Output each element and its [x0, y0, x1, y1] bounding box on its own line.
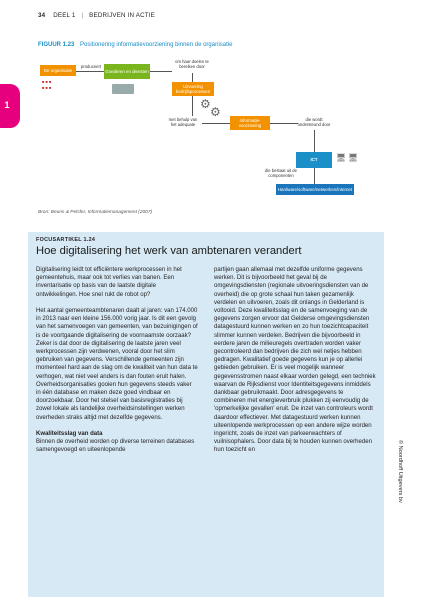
arrow-to-info: [202, 123, 230, 124]
figure-diagram: [38, 56, 388, 206]
part-title: BEDRIJVEN IN ACTIE: [89, 12, 156, 19]
figure-caption-text: Positionering informatievoorziening binnen de organisatie: [80, 42, 233, 48]
arrow-produceert: [76, 71, 104, 72]
label-produceert: produceert: [80, 64, 102, 69]
truck-image: [112, 84, 134, 94]
focus-title: Hoe digitalisering het werk van ambtenaren verandert: [36, 245, 302, 257]
label-om-haar: om haar doelen te bereiken door: [175, 59, 209, 69]
node-infra: Hardware/software/netwerken/internet: [276, 184, 354, 195]
label-die-wordt: die wordt ondersteund door: [297, 117, 331, 127]
figure-caption: [38, 42, 232, 48]
chapter-tab: [0, 84, 20, 128]
figure-source: Bron: Beuns & Pelsfer, Informatiemanagement (2007): [38, 210, 153, 215]
focus-article: [28, 232, 384, 597]
article-paragraph: Binnen de overheid worden op diverse terreinen databases samengevoegd en uiteenlopende: [36, 439, 195, 454]
focus-label: FOCUSARTIKEL 1.24: [36, 237, 96, 243]
node-uitvoering: Uitvoering bedrijfsprocessen: [172, 82, 214, 96]
arrow-down-3: [314, 130, 315, 152]
arrow-from-info: [270, 123, 298, 124]
part-label: DEEL 1: [53, 12, 76, 19]
page-number: 34: [38, 12, 46, 19]
node-goederen: Goederen en diensten: [104, 64, 150, 79]
node-organisatie: De organisatie: [40, 65, 76, 76]
gear-icon: ⚙: [200, 97, 211, 111]
node-ict: ICT: [296, 152, 332, 168]
gear-icon: ⚙: [210, 105, 221, 119]
arrow-goederen: [150, 71, 172, 72]
chapter-number: 1: [4, 100, 10, 110]
article-paragraph: partijen gaan allemaal met dezelfde uniforme gegevens werken. Dit is bijvoorbeeld het geval bij de omgevingsdiensten (regionale uitvoeringsdiensten van de overheid) die op grote schaal hun taken gezamenlijk verdelen en uitvoeren, zoals dit onlangs in Gelderland is voltooid. Deze kwaliteitsslag en de samenvoeging van de gegevens zorgen ervoor dat Gelderse omgevingsdiensten datagestuurd kunnen werken en zo hun toezichtcapaciteit slimmer kunnen verdelen. Bedrijven die bijvoorbeeld in eerdere jaren de milieuregels overtraden worden vaker gecontroleerd dan bedrijven die zich wel netjes hebben gedragen. Kwalitatief goede gegevens kun je op allerlei gebieden gebruiken. Er is veel mogelijk wanneer gegevensstromen naast elkaar worden gelegd, een techniek waarvan de Rijksdienst voor Identiteitsgegevens inmiddels dankbaar gebruikmaakt. Door adresgegevens te combineren met energieverbruik plukken zij eenvoudig de 'opmerkelijke gevallen' eruit. De inzet van controleurs wordt daardoor effectiever. Met datagestuurd werken kunnen uiteenlopende werkprocessen op een andere wijze worden ingericht, zoals de inzet van parkeerwachters of vuilnisophalers. Door data bij te houden kunnen overheden hun toezicht en: [214, 267, 376, 454]
company-logos: ■ ■ ■ ■ ■ ■: [42, 79, 52, 90]
article-paragraph: Digitalisering leidt tot efficiëntere werkprocessen in het gemeentehuis, maar ook tot verlies van banen. Een inventarisatie op basis van de laatste digitale ontwikkelingen. Hoe snel rukt de robot op?: [36, 267, 182, 298]
label-die-bestaat: die bestaat uit de componenten: [265, 168, 297, 178]
article-paragraph: Het aantal gemeenteambtenaren daalt al jaren: van 174.000 in 2013 naar een kleine 156.000 vorig jaar. Is dit een gevolg van het samenvoegen van gemeenten, van bezuinigingen of is de voortgaande digitalisering de voornaamste oorzaak? Zeker is dat door de digitalisering de laatste jaren veel werkprocessen zijn verdwenen, vooral door het slim gebruiken van gegevens. Verschillende gemeenten zijn momenteel hard aan de slag om de kwaliteit van hun data te verhogen, wat niet veel anders is dan fouten eruit halen. Overheidsorganisaties gooien hun gegevens steeds vaker in één database en maken deze goed vindbaar en doorzoekbaar. Door het stelsel van basisregistraties bij zowel lokale als landelijke overheidsinstellingen werken overheden straks altijd met dezelfde gegevens.: [36, 308, 198, 421]
figure-label: FIGUUR 1.23: [38, 42, 75, 48]
running-header: [38, 12, 155, 19]
arrow-down-4: [314, 168, 315, 184]
article-column-right: [214, 266, 376, 455]
article-subhead: Kwaliteitsslag van data: [36, 431, 103, 438]
arrow-down-1: [192, 73, 193, 82]
node-informatievoorziening: Informatie-voorziening: [230, 116, 270, 130]
article-column-left: [36, 266, 198, 455]
copyright-text: © Noordhoff Uitgevers bv: [397, 440, 403, 503]
arrow-down-2: [192, 96, 193, 116]
header-separator: |: [81, 12, 84, 19]
label-met-behulp: met behulp van het adequate: [168, 117, 198, 127]
computer-icon: 🖥: [336, 153, 347, 162]
computer-icon: 🖥: [348, 153, 359, 162]
copyright-notice: [393, 440, 403, 580]
